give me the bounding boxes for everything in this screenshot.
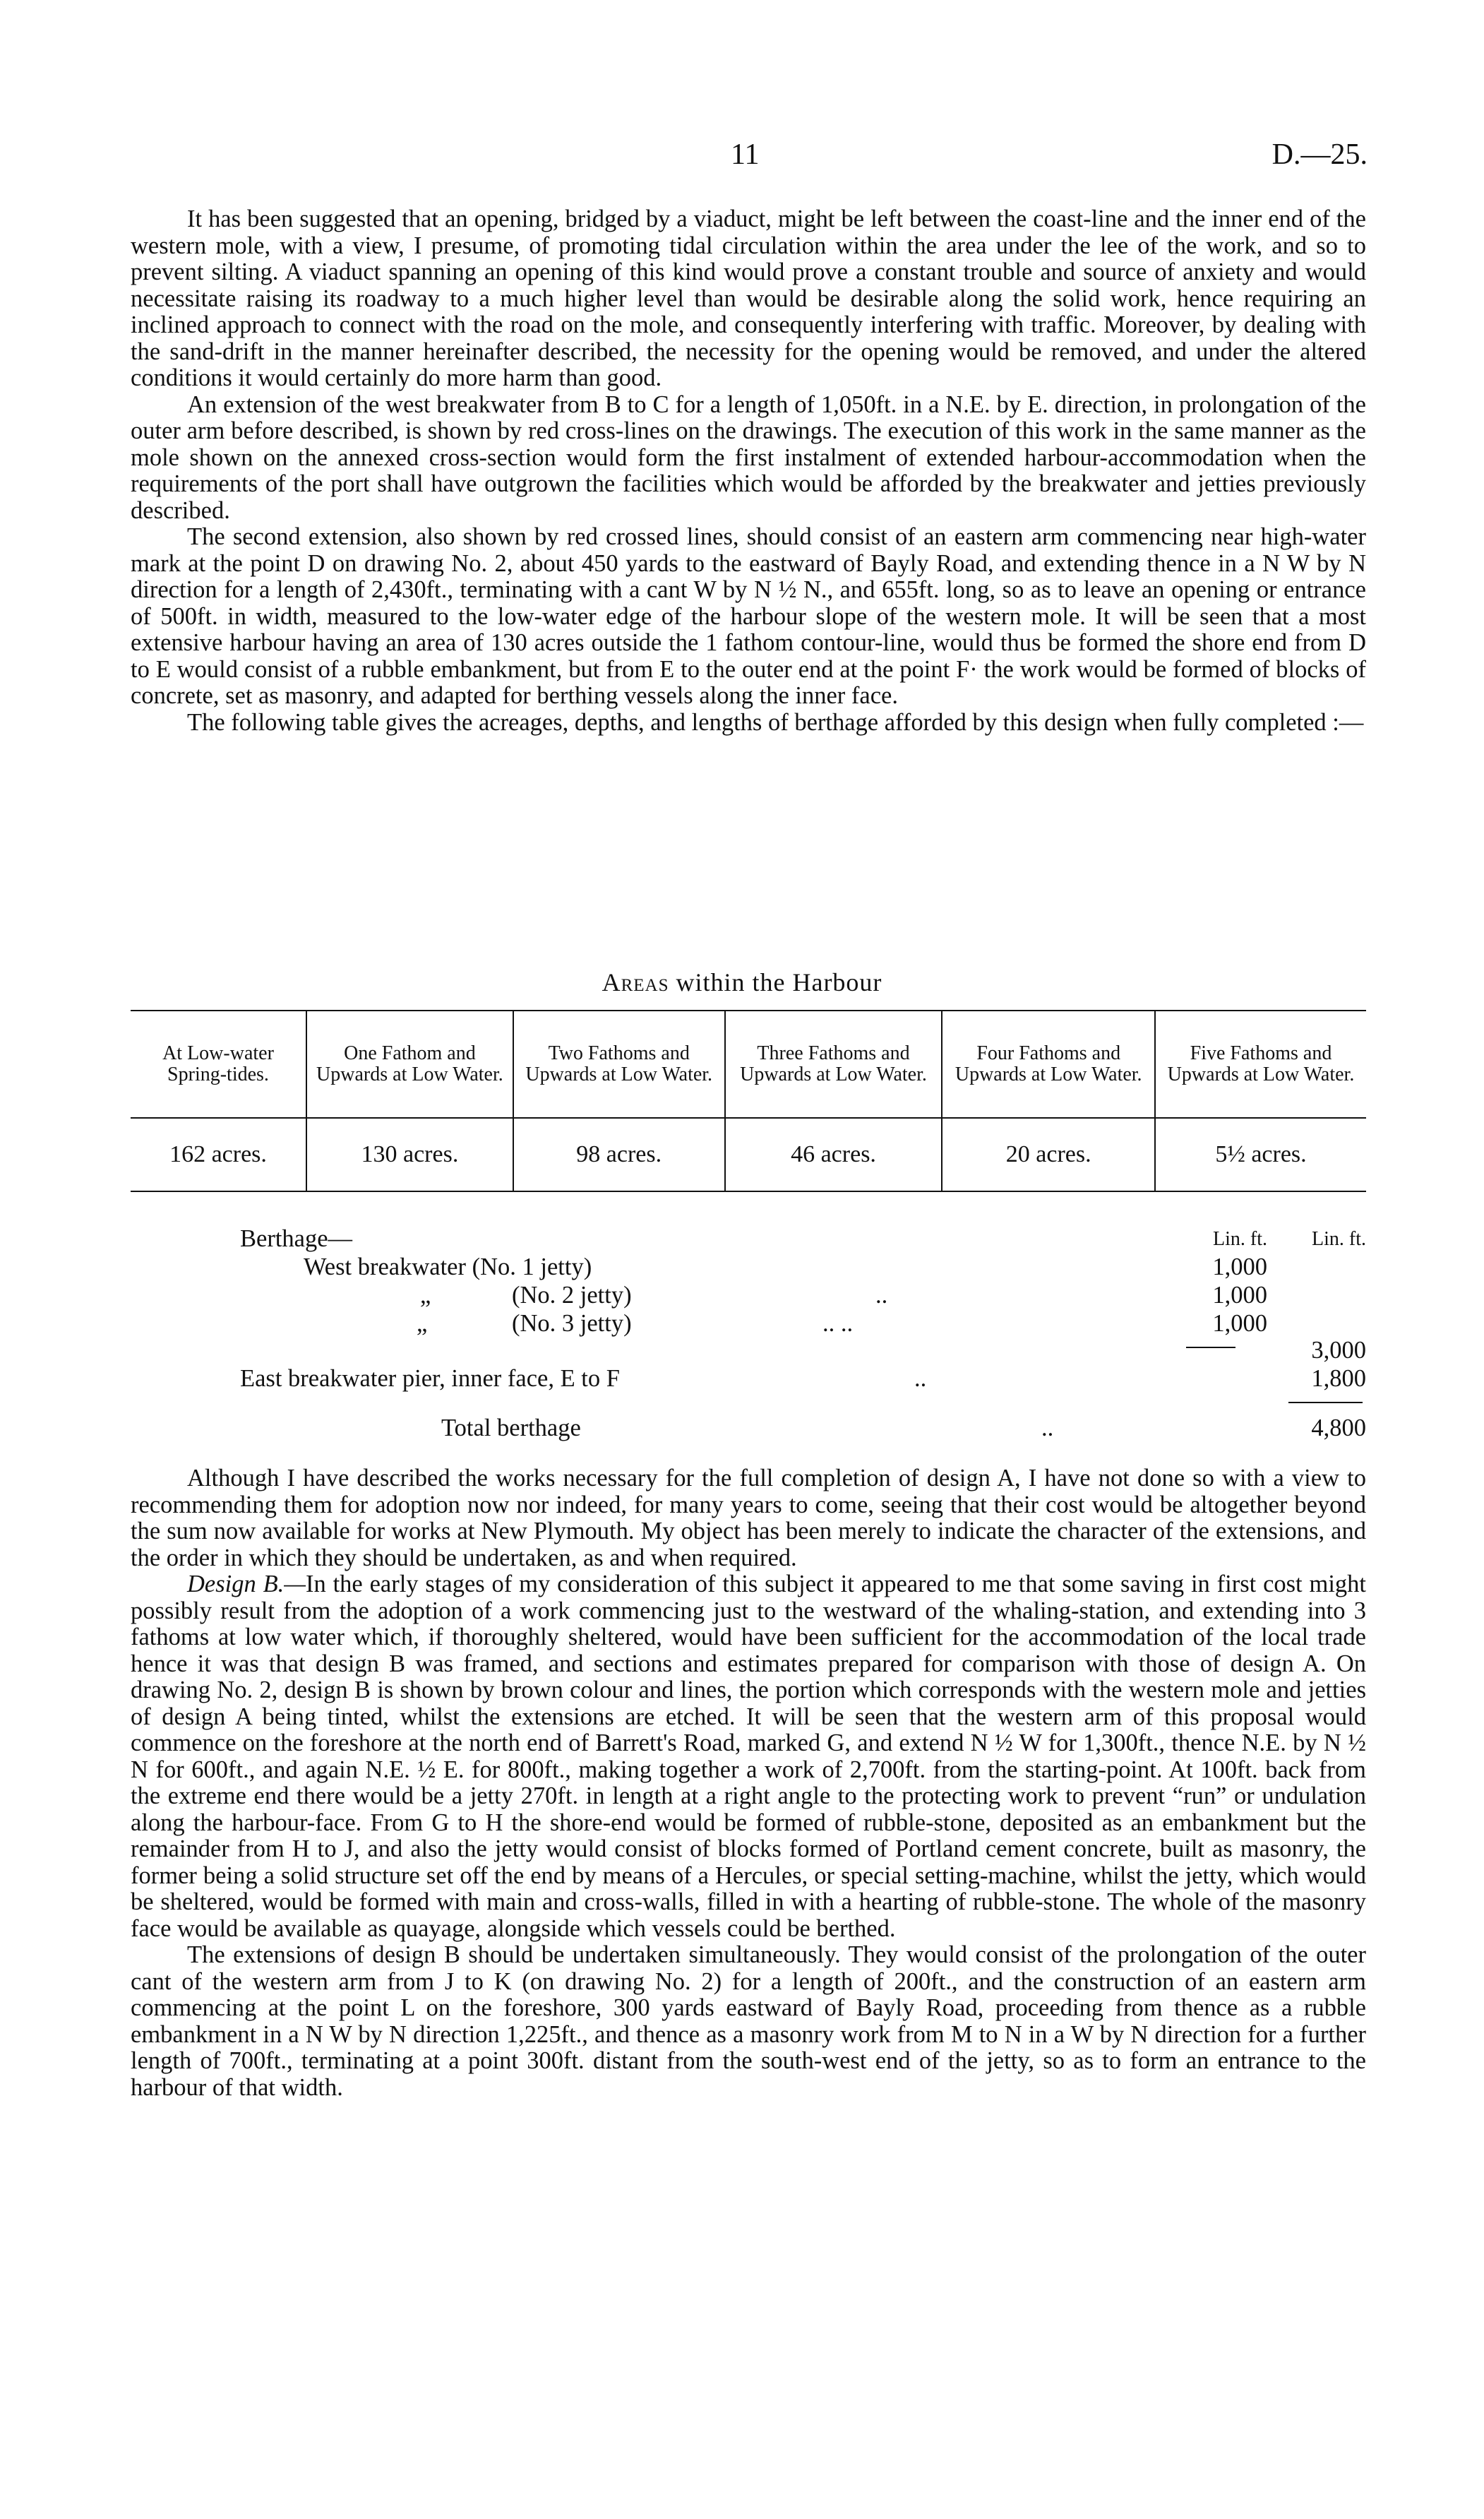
paragraph-viaduct: It has been suggested that an opening, bridged by a viaduct, might be left between the coast-line and the inner end of the western mole, with a view, I presume, of promoting tidal circulation within the area under the lee of the work, and so to prevent silting. A viaduct spanning an opening of this kind would prove a constant trouble and source of anxiety and would necessitate raising its roadway to a much higher level than would be desirable along the solid work, hence requiring an inclined approach to connect with the road on the mole, and consequently interfering with traffic. Moreover, by dealing with the sand-drift in the manner hereinafter described, the necessity for the opening would be removed, and under the altered conditions it would certainly do more harm than good. — [131, 206, 1366, 391]
jetty3-value: 1,000 — [1212, 1310, 1267, 1337]
berthage-row-jetty1 — [131, 1253, 1366, 1282]
jetty2-label: (No. 2 jetty) — [512, 1282, 632, 1309]
berthage-title: Berthage— — [240, 1225, 353, 1252]
header-low-water: At Low-water Spring-tides. — [131, 1011, 306, 1118]
paragraph-design-a-note: Although I have described the works necessary for the full completion of design A, I have not done so with a view to recommending them for adoption now nor indeed, for many years to come, seeing that their cost would be altogether beyond the sum now available for works at New Plymouth. My object has been merely to indicate the character of the extensions, and the order in which they should be undertaken, as and when required. — [131, 1465, 1366, 1571]
header-two-fathoms: Two Fathoms and Upwards at Low Water. — [513, 1011, 725, 1118]
value-low-water: 162 acres. — [131, 1118, 306, 1191]
design-b-heading: Design B.— — [187, 1571, 306, 1597]
total-berthage-label: Total berthage — [441, 1415, 581, 1441]
ditto-mark-3: „ — [417, 1310, 428, 1337]
west-subtotal-value: 3,000 — [1311, 1337, 1366, 1364]
berthage-row-east — [131, 1365, 1366, 1393]
leader-dots-total: .. — [1041, 1415, 1054, 1441]
areas-table-caption — [0, 967, 1484, 997]
areas-table-value-row — [131, 1118, 1366, 1191]
unit-column-1: Lin. ft. — [1213, 1228, 1267, 1250]
body-text-lower — [131, 1465, 1366, 2101]
total-rule — [1288, 1402, 1363, 1403]
document-reference: D.—25. — [1271, 138, 1368, 171]
value-three-fathoms: 46 acres. — [725, 1118, 943, 1191]
east-breakwater-label: East breakwater pier, inner face, E to F — [240, 1365, 620, 1392]
unit-column-2: Lin. ft. — [1312, 1228, 1366, 1250]
page-number: 11 — [731, 138, 760, 171]
body-text-upper — [131, 206, 1366, 736]
ditto-mark-2: „ — [420, 1282, 431, 1309]
value-four-fathoms: 20 acres. — [942, 1118, 1155, 1191]
leader-dots-2: .. — [875, 1282, 888, 1309]
value-two-fathoms: 98 acres. — [513, 1118, 725, 1191]
value-one-fathom: 130 acres. — [306, 1118, 513, 1191]
berthage-row-west-subtotal — [131, 1337, 1366, 1365]
total-berthage-value: 4,800 — [1311, 1415, 1366, 1441]
areas-table — [131, 1010, 1366, 1192]
paragraph-design-b-extensions: The extensions of design B should be undertaken simultaneously. They would consist of the prolongation of the outer cant of the western arm from J to K (on drawing No. 2) for a length of 200ft., and the construction of an eastern arm commencing at the point L on the foreshore, 300 yards eastward of Bayly Road, proceeding from thence as a rubble embankment in a N W by N direction 1,225ft., and thence as a masonry work from M to N in a W by N direction for a further length of 700ft., terminating at a point 300ft. distant from the south-west end of the jetty, so as to form an entrance to the harbour of that width. — [131, 1941, 1366, 2101]
page-header — [0, 138, 1484, 187]
berthage-row-jetty3 — [131, 1310, 1366, 1338]
paragraph-second-extension: The second extension, also shown by red crossed lines, should consist of an eastern arm commencing near high-water mark at the point D on drawing No. 2, about 450 yards to the eastward of Bayly Road, and extending thence in a N W by N direction for a length of 2,430ft., terminating with a cant W by N ½ N., and 655ft. long, so as to leave an opening or entrance of 500ft. in width, measured to the low-water edge of the harbour slope of the western mole. It will be seen that a most extensive harbour having an area of 130 acres outside the 1 fathom contour-line, would thus be formed the shore end from D to E would consist of a rubble embankment, but from E to the outer end at the point F· the work would be formed of blocks of concrete, set as masonry, and adapted for berthing vessels along the inner face. — [131, 523, 1366, 709]
header-four-fathoms: Four Fathoms and Upwards at Low Water. — [942, 1011, 1155, 1118]
areas-table-header-row — [131, 1011, 1366, 1118]
jetty2-value: 1,000 — [1212, 1282, 1267, 1309]
paragraph-west-extension: An extension of the west breakwater from B to C for a length of 1,050ft. in a N.E. by E. direction, in prolongation of the outer arm before described, is shown by red cross-lines on the drawings. The execution of this work in the same manner as the mole shown on the annexed cross-section would form the first instalment of extended harbour-accommodation when the requirements of the port shall have outgrown the facilities which would be afforded by the breakwater and jetties previously described. — [131, 391, 1366, 524]
design-b-text: In the early stages of my consideration of this subject it appeared to me that some saving in first cost might possibly result from the adoption of a work commencing just to the westward of the whaling-station, and extending into 3 fathoms at low water which, if thoroughly sheltered, would have been sufficient for the accommodation of the local trade hence it was that design B was framed, and sections and estimates prepared for comparison with those of design A. On drawing No. 2, design B is shown by brown colour and lines, the portion which corresponds with the western mole and jetties of design A being tinted, whilst the extensions are etched. It will be seen that the western arm of this proposal would commence on the foreshore at the north end of Barrett's Road, marked G, and extend N ½ W for 1,300ft., thence N.E. by N ½ N for 600ft., and again N.E. ½ E. for 800ft., making together a work of 2,700ft. from the starting-point. At 100ft. back from the extreme end there would be a jetty 270ft. in length at a right angle to the protecting work to prevent “run” or undulation along the harbour-face. From G to H the shore-end would be formed of rubble-stone, deposited as an embankment but the remainder from H to J, and also the jetty would consist of blocks formed of Portland cement concrete, built as masonry, the former being a solid structure set off the end by means of a Hercules, or special setting-machine, whilst the jetty, which would be sheltered, would be formed with main and cross-walls, filled in with a hearting of rubble-stone. The whole of the masonry face would be available as quayage, alongside which vessels could be berthed. — [131, 1571, 1366, 1942]
value-five-fathoms: 5½ acres. — [1155, 1118, 1366, 1191]
paragraph-design-b — [131, 1571, 1366, 1942]
berthage-row-jetty2 — [131, 1282, 1366, 1310]
berthage-row-total — [131, 1415, 1366, 1443]
header-one-fathom: One Fathom and Upwards at Low Water. — [306, 1011, 513, 1118]
berthage-title-row — [131, 1225, 1366, 1253]
west-breakwater-label: West breakwater (No. 1 jetty) — [304, 1253, 592, 1280]
leader-dots-3: .. .. — [822, 1310, 854, 1337]
header-three-fathoms: Three Fathoms and Upwards at Low Water. — [725, 1011, 943, 1118]
paragraph-table-intro: The following table gives the acreages, depths, and lengths of berthage afforded by this design when fully completed :— — [187, 708, 1364, 736]
east-value: 1,800 — [1311, 1365, 1366, 1392]
jetty1-value: 1,000 — [1212, 1253, 1267, 1280]
leader-dots-east: .. — [914, 1365, 927, 1392]
caption-areas-word: Areas — [602, 968, 669, 996]
berthage-table — [131, 1225, 1366, 1451]
header-five-fathoms: Five Fathoms and Upwards at Low Water. — [1155, 1011, 1366, 1118]
caption-rest: within the Harbour — [669, 968, 882, 996]
jetty3-label: (No. 3 jetty) — [512, 1310, 632, 1337]
